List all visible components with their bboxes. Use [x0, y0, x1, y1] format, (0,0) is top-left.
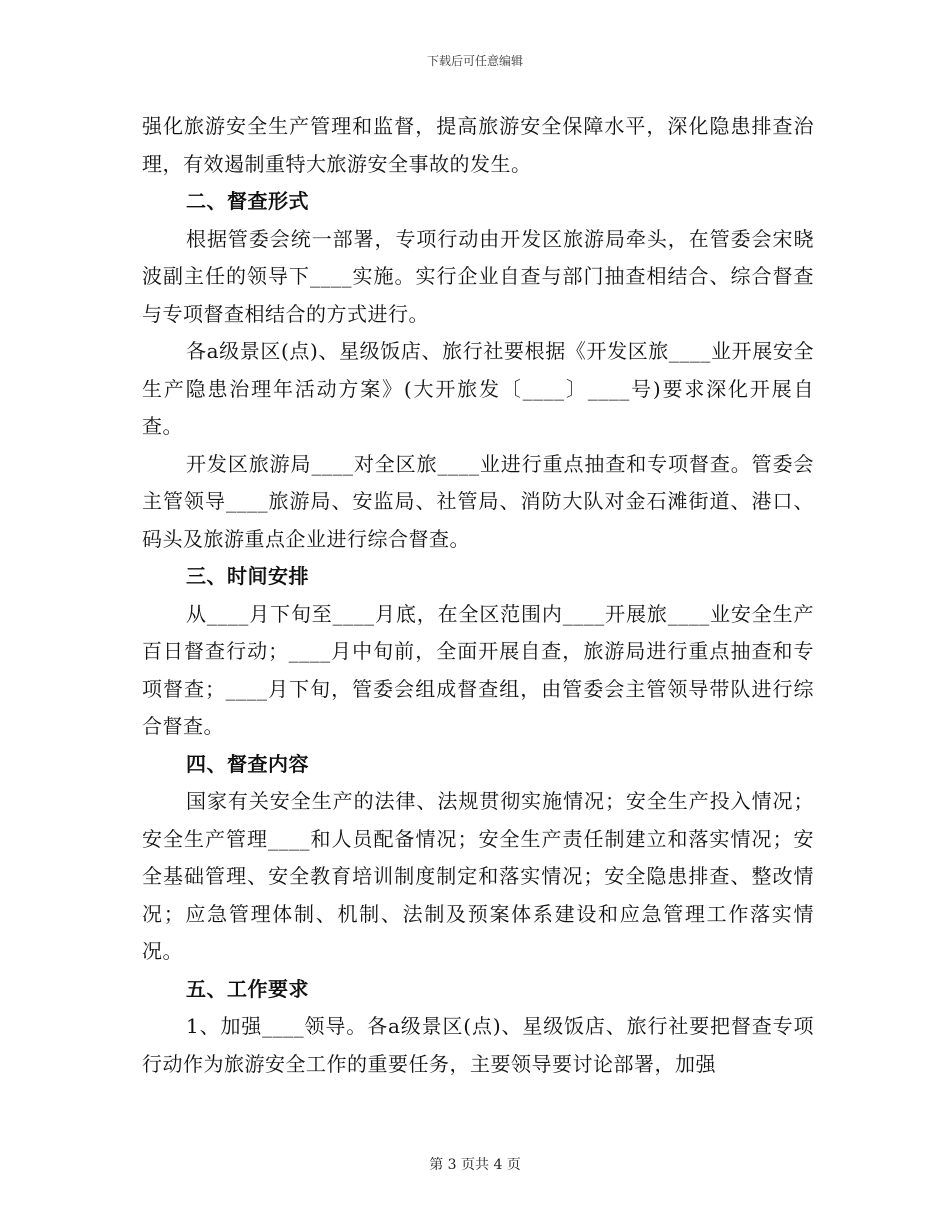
document-body — [142, 108, 814, 1083]
section-heading-schedule: 三、时间安排 — [186, 564, 309, 588]
paragraph-supervision-content: 国家有关安全生产的法律、法规贯彻实施情况；安全生产投入情况；安全生产管理____和人员配备情况；安全生产责任制建立和落实情况；安全基础管理、安全教育培训制度制定和落实情况；安全隐患排查、整改情况；应急管理体制、机制、法制及预案体系建设和应急管理工作落实情况。 — [142, 789, 814, 963]
page-header: 下载后可任意编辑 — [426, 54, 523, 68]
paragraph-deployment: 根据管委会统一部署，专项行动由开发区旅游局牵头，在管委会宋晓波副主任的领导下____实施。实行企业自查与部门抽查相结合、综合督查与专项督查相结合的方式进行。 — [142, 226, 814, 326]
paragraph-schedule: 从____月下旬至____月底，在全区范围内____开展旅____业安全生产百日督查行动；____月中旬前，全面开展自查，旅游局进行重点抽查和专项督查；____月下旬，管委会组成督查组，由管委会主管领导带队进行综合督查。 — [142, 601, 814, 738]
paragraph-self-inspection: 各a级景区(点)、星级饭店、旅行社要根据《开发区旅____业开展安全生产隐患治理年活动方案》(大开旅发〔____〕____号)要求深化开展自查。 — [142, 339, 814, 438]
section-heading-supervision-content: 四、督查内容 — [186, 751, 309, 776]
paragraph-spot-check: 开发区旅游局____对全区旅____业进行重点抽查和专项督查。管委会主管领导____旅游局、安监局、社管局、消防大队对金石滩街道、港口、码头及旅游重点企业进行综合督查。 — [142, 451, 814, 551]
section-heading-work-requirements: 五、工作要求 — [186, 976, 309, 1001]
section-heading-supervision-form: 二、督查形式 — [186, 189, 309, 213]
page-footer: 第 3 页共 4 页 — [429, 1157, 521, 1173]
paragraph-requirement-1: 1、加强____领导。各a级景区(点)、星级饭店、旅行社要把督查专项行动作为旅游安全工作的重要任务，主要领导要讨论部署，加强 — [142, 1014, 814, 1076]
paragraph-continuation: 强化旅游安全生产管理和监督，提高旅游安全保障水平，深化隐患排查治理，有效遏制重特大旅游安全事故的发生。 — [142, 114, 814, 176]
